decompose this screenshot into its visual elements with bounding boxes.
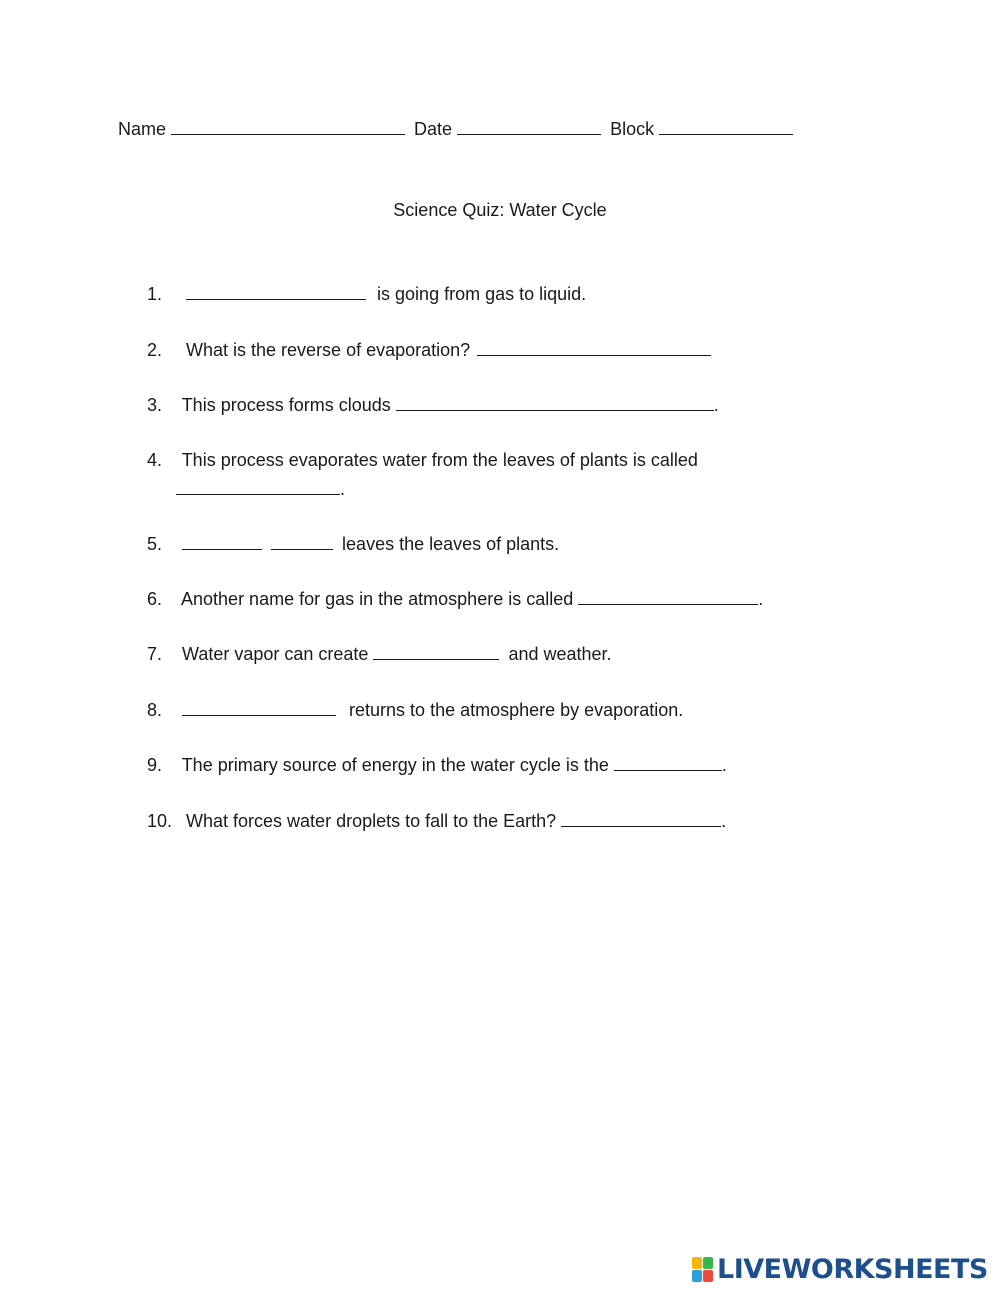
question-number: 9. <box>147 755 163 775</box>
question-10 <box>147 810 726 832</box>
question-4-continued <box>176 478 345 500</box>
answer-blank-8[interactable] <box>182 699 336 716</box>
question-text-end: and weather. <box>508 644 612 664</box>
logo-tile <box>703 1257 713 1269</box>
block-field[interactable] <box>659 118 793 135</box>
question-9 <box>147 754 727 776</box>
block-label: Block <box>610 119 655 139</box>
answer-blank-7[interactable] <box>373 643 499 660</box>
answer-blank-2[interactable] <box>477 339 711 356</box>
question-number: 8. <box>147 700 163 720</box>
question-6 <box>147 588 763 610</box>
logo-text: LIVEWORKSHEETS <box>717 1253 988 1285</box>
question-text: Water vapor can create <box>182 644 369 664</box>
answer-blank-4[interactable] <box>176 478 340 495</box>
date-label: Date <box>414 119 453 139</box>
question-4 <box>147 450 698 471</box>
answer-blank-1[interactable] <box>186 283 366 300</box>
question-5 <box>147 533 559 555</box>
question-number: 3. <box>147 395 163 415</box>
student-info-line <box>118 118 797 140</box>
question-text: is going from gas to liquid. <box>377 284 587 304</box>
question-text: leaves the leaves of plants. <box>342 534 560 554</box>
logo-icon <box>692 1257 713 1282</box>
question-number: 2. <box>147 340 163 360</box>
question-text: returns to the atmosphere by evaporation. <box>349 700 684 720</box>
question-number: 10. <box>147 811 173 831</box>
question-text: What forces water droplets to fall to the Earth? <box>186 811 557 831</box>
question-number: 7. <box>147 644 163 664</box>
question-1 <box>147 283 586 305</box>
logo-tile <box>692 1270 702 1282</box>
name-field[interactable] <box>171 118 405 135</box>
date-field[interactable] <box>457 118 601 135</box>
question-text: This process evaporates water from the leaves of plants is called <box>181 450 698 470</box>
question-number: 5. <box>147 534 163 554</box>
question-text-end: . <box>340 479 346 499</box>
logo-tile <box>692 1257 702 1269</box>
question-text-end: . <box>758 589 764 609</box>
question-text-end: . <box>721 811 727 831</box>
question-8 <box>147 699 683 721</box>
question-text: Another name for gas in the atmosphere is called <box>181 589 574 609</box>
question-2 <box>147 339 711 361</box>
question-text: The primary source of energy in the water cycle is the <box>181 755 609 775</box>
answer-blank-5b[interactable] <box>271 533 333 550</box>
answer-blank-5a[interactable] <box>182 533 262 550</box>
question-text: What is the reverse of evaporation? <box>186 340 471 360</box>
question-number: 6. <box>147 589 163 609</box>
answer-blank-10[interactable] <box>561 810 721 827</box>
name-label: Name <box>118 119 167 139</box>
question-3 <box>147 394 719 416</box>
answer-blank-6[interactable] <box>578 588 758 605</box>
liveworksheets-logo <box>692 1254 988 1284</box>
question-text-end: . <box>713 395 719 415</box>
question-text-end: . <box>721 755 727 775</box>
question-number: 4. <box>147 450 163 470</box>
answer-blank-9[interactable] <box>614 754 722 771</box>
question-text: This process forms clouds <box>181 395 391 415</box>
quiz-title: Science Quiz: Water Cycle <box>393 200 607 220</box>
answer-blank-3[interactable] <box>396 394 714 411</box>
question-7 <box>147 643 612 665</box>
question-number: 1. <box>147 284 163 304</box>
logo-tile <box>703 1270 713 1282</box>
